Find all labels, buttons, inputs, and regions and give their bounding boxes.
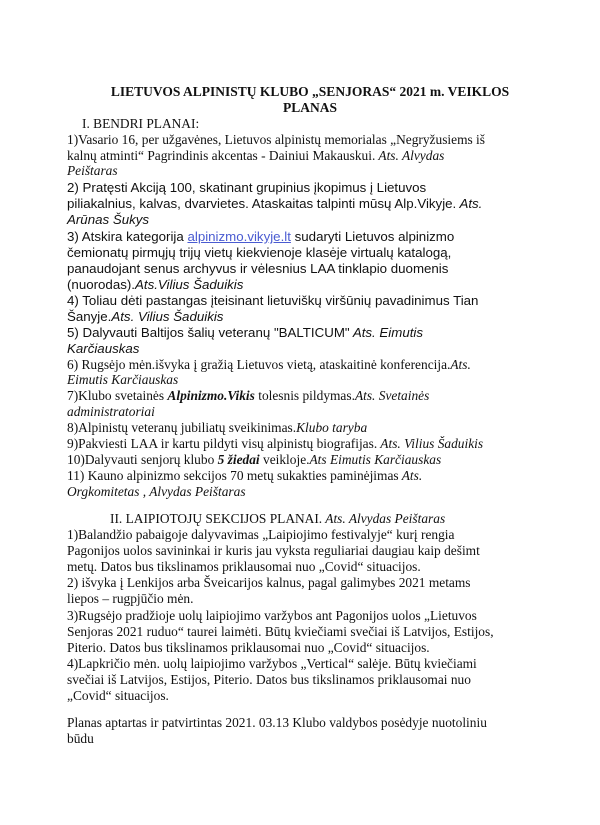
item-2-responsible-cont: Arūnas Šukys xyxy=(67,212,150,227)
s2-line-6: 3)Rugsėjo pradžioje uolų laipiojimo varžybos ant Pagonijos uolos „Lietuvos xyxy=(67,608,477,623)
item-9-responsible: Ats. Vilius Šaduikis xyxy=(377,436,484,451)
s2-line-11: „Covid“ situacijos. xyxy=(67,688,169,703)
item-4-responsible: Ats. Vilius Šaduikis xyxy=(111,309,224,324)
item-3-line-4: (nuorodas).Ats.Vilius Šaduikis xyxy=(67,277,244,292)
item-11-responsible-cont: Orgkomitetas , Alvydas Peištaras xyxy=(67,484,246,499)
item-10-responsible: Ats Eimutis Karčiauskas xyxy=(309,452,442,467)
title-line-1: LIETUVOS ALPINISTŲ KLUBO „SENJORAS“ 2021 m. VEIKLOS xyxy=(110,84,510,99)
item-5-responsible-cont: Karčiauskas xyxy=(67,341,140,356)
section-2-heading: II. LAIPIOTOJŲ SEKCIJOS PLANAI. Ats. Alvydas Peištaras xyxy=(110,511,446,526)
item-1-line-2: kalnų atminti“ Pagrindinis akcentas - Dainiui Makauskui. Ats. Alvydas xyxy=(67,148,445,163)
item-2-line-2: piliakalnius, kalvas, dvarvietes. Ataskaitas talpinti mūsų Alp.Vikyje. Ats. xyxy=(67,196,483,211)
item-2-line-1: 2) Pratęsti Akciją 100, skatinant grupinius įkopimus į Lietuvos xyxy=(67,180,427,195)
section-1-heading: I. BENDRI PLANAI: xyxy=(82,116,200,131)
item-4-line-1: 4) Toliau dėti pastangas įteisinant lietuviškų viršūnių pavadinimus Tian xyxy=(67,293,479,308)
item-5-line-1: 5) Dalyvauti Baltijos šalių veteranų "BALTICUM" Ats. Eimutis xyxy=(67,325,424,340)
site-name: Alpinizmo.Vikis xyxy=(167,388,255,403)
item-5-responsible: Ats. Eimutis xyxy=(349,325,424,340)
document-title xyxy=(70,84,550,116)
item-7-responsible-cont: administratoriai xyxy=(67,404,155,419)
item-1-responsible-cont: Peištaras xyxy=(67,163,118,178)
s2-line-7: Senjoras 2021 ruduo“ taurei laimėti. Būtų kviečiami svečiai iš Latvijos, Estijos, xyxy=(67,624,494,639)
item-6-responsible: Ats. xyxy=(450,357,471,372)
item-10: 10)Dalyvauti senjorų klubo 5 žiedai veikloje.Ats Eimutis Karčiauskas xyxy=(67,452,442,467)
item-4-line-2: Šanyje.Ats. Vilius Šaduikis xyxy=(67,309,224,324)
item-7-responsible: Ats. Svetainės xyxy=(354,388,430,403)
item-6-line-1: 6) Rugsėjo mėn.išvyka į gražią Lietuvos vietą, ataskaitinė konferencija.Ats. xyxy=(67,357,471,372)
item-1-responsible: Ats. Alvydas xyxy=(375,148,445,163)
section-2-responsible: Ats. Alvydas Peištaras xyxy=(322,511,446,526)
s2-line-1: 1)Balandžio pabaigoje dalyvavimas „Laipiojimo festivalyje“ kurį rengia xyxy=(67,527,455,542)
item-3-line-1: 3) Atskira kategorija alpinizmo.vikyje.lt sudaryti Lietuvos alpinizmo xyxy=(67,229,455,244)
item-3-line-2: čemionatų pirmųjų trijų vietų kiekvienoje klasėje virtualų katalogą, xyxy=(67,245,452,260)
item-3-line-3: panaudojant senus archyvus ir vėlesnius LAA tinklapio duomenis xyxy=(67,261,449,276)
item-8-responsible: Klubo taryba xyxy=(296,420,368,435)
item-7-line-1: 7)Klubo svetainės Alpinizmo.Vikis tolesnis pildymas.Ats. Svetainės xyxy=(67,388,430,403)
s2-line-3: metų. Datos bus tikslinamos priklausomai nuo „Covid“ situacijos. xyxy=(67,559,421,574)
item-2-responsible: Ats. xyxy=(456,196,483,211)
s2-line-9: 4)Lapkričio mėn. uolų laipiojimo varžybos „Vertical“ salėje. Būtų kviečiami xyxy=(67,656,477,671)
approval-line-1: Planas aptartas ir patvirtintas 2021. 03.13 Klubo valdybos posėdyje nuotoliniu xyxy=(67,715,487,730)
item-11-line-1: 11) Kauno alpinizmo sekcijos 70 metų sukakties paminėjimas Ats. xyxy=(67,468,423,483)
item-9: 9)Pakviesti LAA ir kartu pildyti visų alpinistų biografijas. Ats. Vilius Šaduikis xyxy=(67,436,484,451)
s2-line-5: liepos – rugpjūčio mėn. xyxy=(67,591,194,606)
s2-line-4: 2) išvyka į Lenkijos arba Šveicarijos kalnus, pagal galimybes 2021 metams xyxy=(67,575,471,590)
title-line-2: PLANAS xyxy=(282,100,337,115)
item-11-responsible: Ats. xyxy=(398,468,423,483)
item-8: 8)Alpinistų veteranų jubiliatų sveikinimas.Klubo taryba xyxy=(67,420,368,435)
catalog-link[interactable]: alpinizmo.vikyje.lt xyxy=(187,229,291,244)
s2-line-10: svečiai iš Latvijos, Estijos, Piterio. Datos bus tikslinamos priklausomai nuo xyxy=(67,672,471,687)
approval-line-2: būdu xyxy=(67,731,94,746)
club-name: 5 žiedai xyxy=(217,452,260,467)
item-1-line-1: 1)Vasario 16, per užgavėnes, Lietuvos alpinistų memorialas „Negryžusiems iš xyxy=(67,132,485,147)
item-3-responsible: Ats.Vilius Šaduikis xyxy=(135,277,244,292)
s2-line-2: Pagonijos uolos savininkai ir kuris jau vyksta reguliariai daugiau kaip dešimt xyxy=(67,543,480,558)
item-6-responsible-cont: Eimutis Karčiauskas xyxy=(67,372,179,387)
s2-line-8: Piterio. Datos bus tikslinamos priklausomai nuo „Covid“ situacijos. xyxy=(67,640,430,655)
